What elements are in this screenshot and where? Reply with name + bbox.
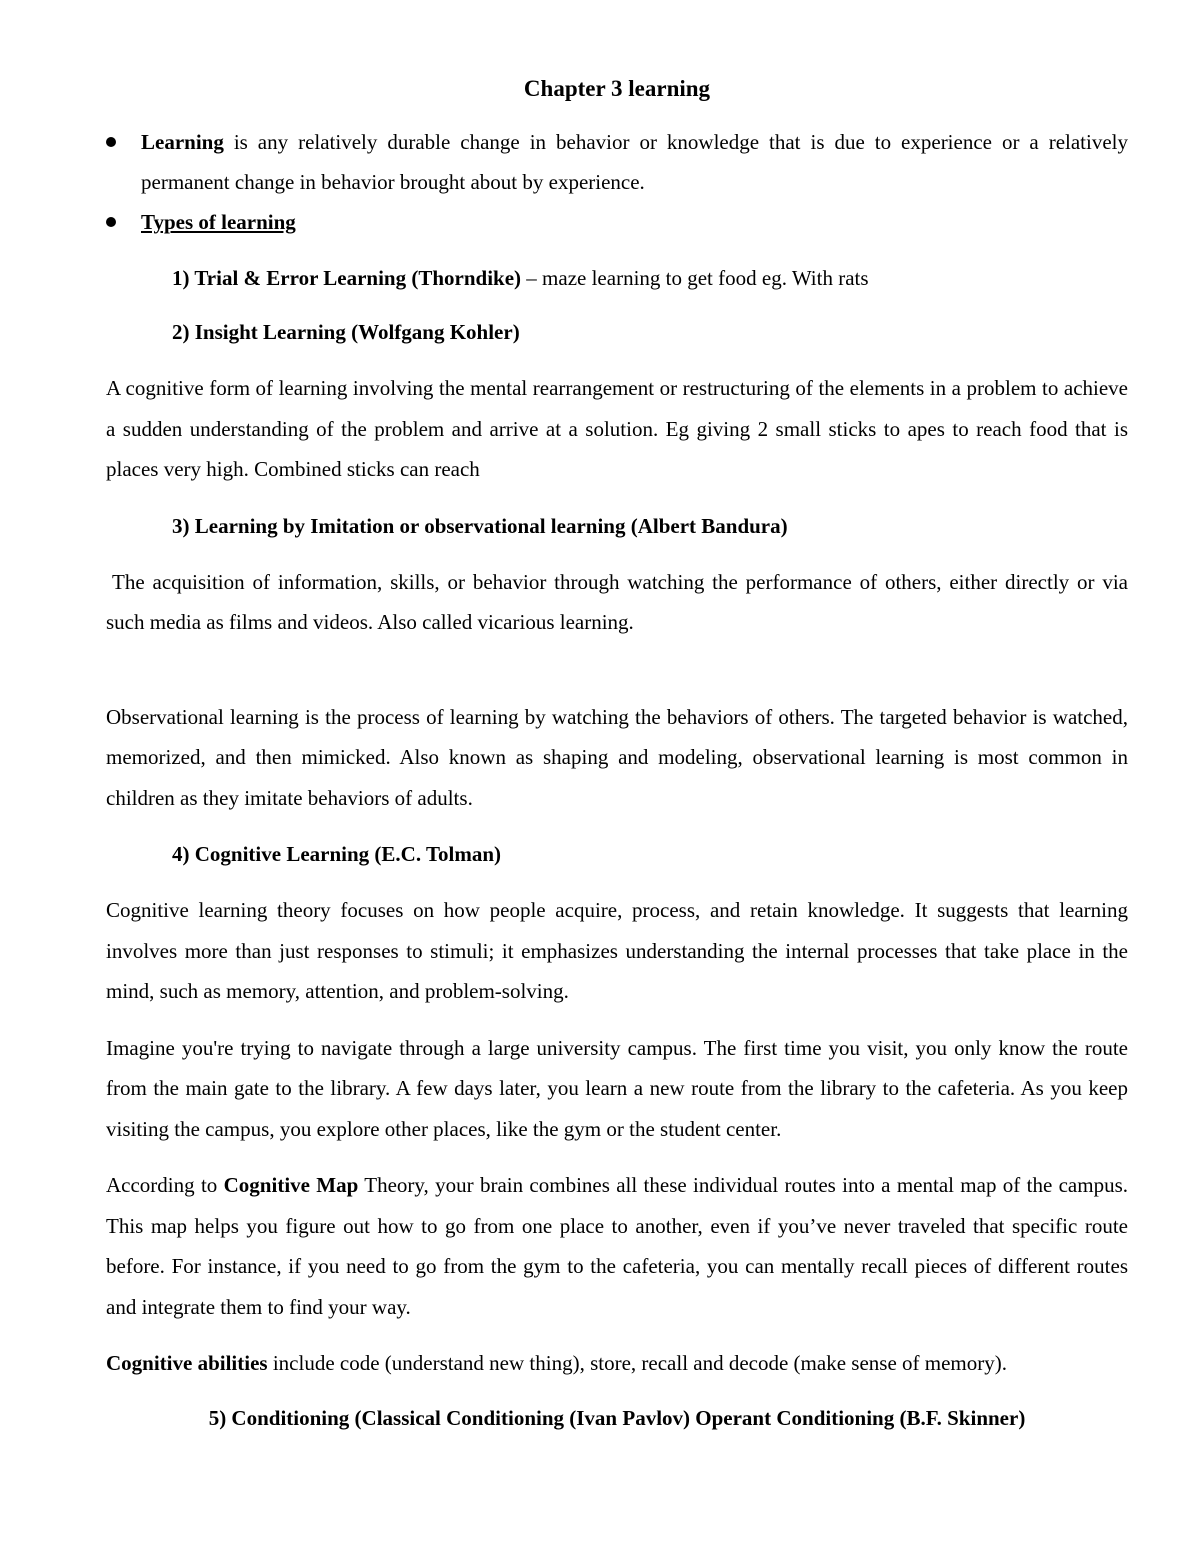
paragraph-rest: Theory, your brain combines all these individual routes into a mental map of the campus. This map helps you figure out how to go from one place to another, even if you’ve never traveled that specific route before. For instance, if you need to go from the gym to the cafeteria, you can mentally recall pieces of different routes and integrate them to find your way. [106, 1173, 1129, 1319]
paragraph-term: Cognitive Map [223, 1173, 359, 1197]
list-item [106, 202, 1128, 242]
paragraph: The acquisition of information, skills, or behavior through watching the performance of others, either directly or via such media as films and videos. Also called vicarious learning. [106, 569, 1128, 634]
paragraph: Cognitive learning theory focuses on how people acquire, process, and retain knowledge. It suggests that learning involves more than just responses to stimuli; it emphasizes understanding the internal processes that take place in the mind, such as memory, attention, and problem-solving. [106, 898, 1128, 1003]
paragraph-prefix: According to [106, 1173, 224, 1197]
bullet-text: is any relatively durable change in behavior or knowledge that is due to experience or a relatively permanent change in behavior brought about by experience. [141, 130, 1128, 194]
bullet-list [106, 122, 1128, 242]
paragraph: Imagine you're trying to navigate through a large university campus. The first time you visit, you only know the route from the main gate to the library. A few days later, you learn a new route from the library to the cafeteria. As you keep visiting the campus, you explore other places, like the gym or the student center. [106, 1035, 1128, 1141]
paragraph: Observational learning is the process of learning by watching the behaviors of others. The targeted behavior is watched, memorized, and then mimicked. Also known as shaping and modeling, observational learning is most common in children as they imitate behaviors of adults. [106, 704, 1128, 810]
section-heading: 4) Cognitive Learning (E.C. Tolman) [172, 842, 502, 866]
section-heading: 3) Learning by Imitation or observational learning (Albert Bandura) [172, 513, 788, 538]
paragraph-rest: include code (understand new thing), store, recall and decode (make sense of memory). [267, 1351, 1007, 1375]
section-heading-suffix: – maze learning to get food eg. With rats [521, 266, 869, 290]
bullet-icon [106, 217, 116, 227]
section-heading: 2) Insight Learning (Wolfgang Kohler) [172, 320, 520, 344]
paragraph-term: Cognitive abilities [106, 1351, 268, 1375]
page-title: Chapter 3 learning [523, 76, 711, 101]
section-heading-text: 1) Trial & Error Learning (Thorndike) [172, 266, 522, 290]
spacer [106, 659, 1128, 697]
paragraph [106, 1165, 1128, 1327]
paragraph [106, 1343, 1128, 1384]
list-item [106, 122, 1128, 202]
paragraph: A cognitive form of learning involving the mental rearrangement or restructuring of the elements in a problem to achieve a sudden understanding of the problem and arrive at a solution. Eg giving 2 small sticks to apes to reach food that is places very high. Combined sticks can reach [106, 376, 1128, 481]
bullet-icon [106, 137, 116, 147]
section-heading: 5) Conditioning (Classical Conditioning (Ivan Pavlov) Operant Conditioning (B.F. Skinner) [208, 1405, 1026, 1430]
section-heading [106, 260, 1128, 296]
bullet-term: Types of learning [141, 210, 296, 234]
bullet-term: Learning [141, 130, 224, 154]
